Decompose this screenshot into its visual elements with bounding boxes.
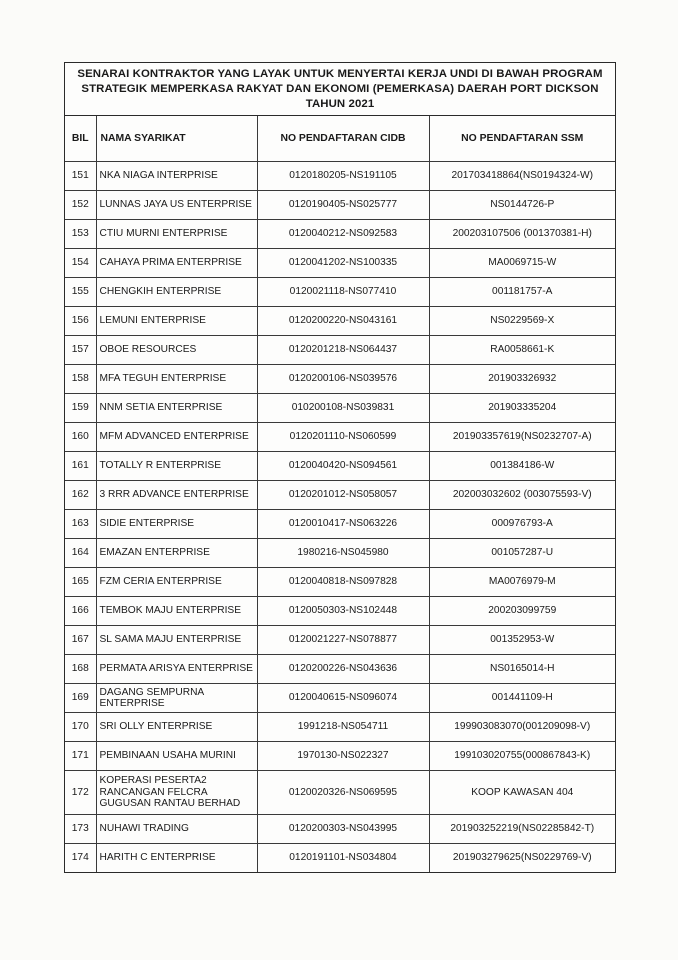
cell-ssm: NS0144726-P xyxy=(429,191,615,220)
cell-bil: 166 xyxy=(65,597,96,626)
document-title xyxy=(65,63,615,116)
cell-ssm: KOOP KAWASAN 404 xyxy=(429,771,615,815)
cell-cidb: 0120020326-NS069595 xyxy=(257,771,429,815)
table-row xyxy=(65,336,615,365)
cell-bil: 171 xyxy=(65,742,96,771)
cell-cidb: 0120201218-NS064437 xyxy=(257,336,429,365)
cell-cidb: 0120050303-NS102448 xyxy=(257,597,429,626)
cell-bil: 164 xyxy=(65,539,96,568)
table-row xyxy=(65,191,615,220)
cell-bil: 155 xyxy=(65,278,96,307)
contractor-list-document xyxy=(64,62,616,873)
cell-nama-syarikat: NNM SETIA ENTERPRISE xyxy=(96,394,257,423)
cell-cidb: 0120200220-NS043161 xyxy=(257,307,429,336)
table-row xyxy=(65,481,615,510)
cell-ssm: 201903326932 xyxy=(429,365,615,394)
cell-ssm: RA0058661-K xyxy=(429,336,615,365)
title-line-1: SENARAI KONTRAKTOR YANG LAYAK UNTUK MENYERTAI KERJA UNDI DI BAWAH PROGRAM xyxy=(77,68,603,80)
cell-nama-syarikat: KOPERASI PESERTA2 RANCANGAN FELCRA GUGUSAN RANTAU BERHAD xyxy=(96,771,257,815)
table-row xyxy=(65,684,615,713)
table-row xyxy=(65,844,615,873)
cell-nama-syarikat: TOTALLY R ENTERPRISE xyxy=(96,452,257,481)
cell-nama-syarikat: EMAZAN ENTERPRISE xyxy=(96,539,257,568)
cell-nama-syarikat: MFM ADVANCED ENTERPRISE xyxy=(96,423,257,452)
cell-ssm: 001441109-H xyxy=(429,684,615,713)
table-row xyxy=(65,249,615,278)
cell-cidb: 0120021118-NS077410 xyxy=(257,278,429,307)
cell-cidb: 0120040615-NS096074 xyxy=(257,684,429,713)
cell-bil: 157 xyxy=(65,336,96,365)
table-header-row xyxy=(65,116,615,162)
table-row xyxy=(65,162,615,191)
cell-ssm: 199103020755(000867843-K) xyxy=(429,742,615,771)
cell-ssm: 199903083070(001209098-V) xyxy=(429,713,615,742)
header-cidb: NO PENDAFTARAN CIDB xyxy=(257,116,429,162)
cell-nama-syarikat: FZM CERIA ENTERPRISE xyxy=(96,568,257,597)
cell-cidb: 0120200303-NS043995 xyxy=(257,815,429,844)
table-row xyxy=(65,771,615,815)
cell-cidb: 0120021227-NS078877 xyxy=(257,626,429,655)
table-row xyxy=(65,742,615,771)
cell-cidb: 0120041202-NS100335 xyxy=(257,249,429,278)
cell-bil: 163 xyxy=(65,510,96,539)
cell-nama-syarikat: LUNNAS JAYA US ENTERPRISE xyxy=(96,191,257,220)
cell-nama-syarikat: MFA TEGUH ENTERPRISE xyxy=(96,365,257,394)
cell-ssm: 001384186-W xyxy=(429,452,615,481)
cell-bil: 153 xyxy=(65,220,96,249)
cell-nama-syarikat: OBOE RESOURCES xyxy=(96,336,257,365)
cell-ssm: NS0229569-X xyxy=(429,307,615,336)
cell-bil: 172 xyxy=(65,771,96,815)
cell-ssm: NS0165014-H xyxy=(429,655,615,684)
cell-cidb: 0120180205-NS191105 xyxy=(257,162,429,191)
cell-bil: 174 xyxy=(65,844,96,873)
cell-cidb: 0120200106-NS039576 xyxy=(257,365,429,394)
table-row xyxy=(65,220,615,249)
contractor-table xyxy=(65,116,615,872)
cell-ssm: MA0076979-M xyxy=(429,568,615,597)
header-nama-syarikat: NAMA SYARIKAT xyxy=(96,116,257,162)
table-row xyxy=(65,394,615,423)
cell-cidb: 010200108-NS039831 xyxy=(257,394,429,423)
cell-bil: 151 xyxy=(65,162,96,191)
cell-bil: 161 xyxy=(65,452,96,481)
cell-ssm: 202003032602 (003075593-V) xyxy=(429,481,615,510)
cell-cidb: 0120200226-NS043636 xyxy=(257,655,429,684)
cell-nama-syarikat: HARITH C ENTERPRISE xyxy=(96,844,257,873)
cell-bil: 152 xyxy=(65,191,96,220)
cell-nama-syarikat: PEMBINAAN USAHA MURINI xyxy=(96,742,257,771)
cell-nama-syarikat: NKA NIAGA INTERPRISE xyxy=(96,162,257,191)
cell-cidb: 0120040818-NS097828 xyxy=(257,568,429,597)
cell-ssm: 000976793-A xyxy=(429,510,615,539)
cell-nama-syarikat: SIDIE ENTERPRISE xyxy=(96,510,257,539)
cell-bil: 156 xyxy=(65,307,96,336)
cell-cidb: 0120040212-NS092583 xyxy=(257,220,429,249)
cell-bil: 154 xyxy=(65,249,96,278)
cell-nama-syarikat: SRI OLLY ENTERPRISE xyxy=(96,713,257,742)
cell-bil: 168 xyxy=(65,655,96,684)
cell-bil: 170 xyxy=(65,713,96,742)
cell-cidb: 0120040420-NS094561 xyxy=(257,452,429,481)
cell-nama-syarikat: CAHAYA PRIMA ENTERPRISE xyxy=(96,249,257,278)
cell-ssm: 200203107506 (001370381-H) xyxy=(429,220,615,249)
cell-bil: 167 xyxy=(65,626,96,655)
table-row xyxy=(65,655,615,684)
cell-cidb: 0120201110-NS060599 xyxy=(257,423,429,452)
table-row xyxy=(65,626,615,655)
cell-bil: 169 xyxy=(65,684,96,713)
cell-nama-syarikat: SL SAMA MAJU ENTERPRISE xyxy=(96,626,257,655)
table-row xyxy=(65,539,615,568)
cell-nama-syarikat: CTIU MURNI ENTERPRISE xyxy=(96,220,257,249)
table-row xyxy=(65,510,615,539)
table-row xyxy=(65,278,615,307)
cell-nama-syarikat: NUHAWI TRADING xyxy=(96,815,257,844)
cell-cidb: 1991218-NS054711 xyxy=(257,713,429,742)
cell-cidb: 1980216-NS045980 xyxy=(257,539,429,568)
header-bil: BIL xyxy=(65,116,96,162)
cell-bil: 160 xyxy=(65,423,96,452)
cell-cidb: 1970130-NS022327 xyxy=(257,742,429,771)
table-row xyxy=(65,713,615,742)
cell-ssm: MA0069715-W xyxy=(429,249,615,278)
table-row xyxy=(65,423,615,452)
cell-cidb: 0120190405-NS025777 xyxy=(257,191,429,220)
cell-nama-syarikat: TEMBOK MAJU ENTERPRISE xyxy=(96,597,257,626)
cell-nama-syarikat: 3 RRR ADVANCE ENTERPRISE xyxy=(96,481,257,510)
table-row xyxy=(65,365,615,394)
table-row xyxy=(65,597,615,626)
table-row xyxy=(65,568,615,597)
title-line-2: STRATEGIK MEMPERKASA RAKYAT DAN EKONOMI (PEMERKASA) DAERAH PORT DICKSON xyxy=(81,83,599,95)
cell-nama-syarikat: LEMUNI ENTERPRISE xyxy=(96,307,257,336)
cell-bil: 158 xyxy=(65,365,96,394)
cell-ssm: 201903252219(NS02285842-T) xyxy=(429,815,615,844)
cell-cidb: 0120191101-NS034804 xyxy=(257,844,429,873)
cell-bil: 165 xyxy=(65,568,96,597)
table-row xyxy=(65,452,615,481)
cell-bil: 159 xyxy=(65,394,96,423)
cell-nama-syarikat: PERMATA ARISYA ENTERPRISE xyxy=(96,655,257,684)
cell-nama-syarikat: CHENGKIH ENTERPRISE xyxy=(96,278,257,307)
cell-ssm: 001352953-W xyxy=(429,626,615,655)
cell-nama-syarikat: DAGANG SEMPURNA ENTERPRISE xyxy=(96,684,257,713)
cell-ssm: 201903279625(NS0229769-V) xyxy=(429,844,615,873)
cell-ssm: 201703418864(NS0194324-W) xyxy=(429,162,615,191)
cell-ssm: 201903335204 xyxy=(429,394,615,423)
cell-cidb: 0120010417-NS063226 xyxy=(257,510,429,539)
title-line-3: TAHUN 2021 xyxy=(305,98,375,110)
table-row xyxy=(65,815,615,844)
table-row xyxy=(65,307,615,336)
cell-ssm: 201903357619(NS0232707-A) xyxy=(429,423,615,452)
cell-ssm: 001181757-A xyxy=(429,278,615,307)
cell-ssm: 200203099759 xyxy=(429,597,615,626)
header-ssm: NO PENDAFTARAN SSM xyxy=(429,116,615,162)
cell-bil: 162 xyxy=(65,481,96,510)
cell-bil: 173 xyxy=(65,815,96,844)
cell-cidb: 0120201012-NS058057 xyxy=(257,481,429,510)
cell-ssm: 001057287-U xyxy=(429,539,615,568)
